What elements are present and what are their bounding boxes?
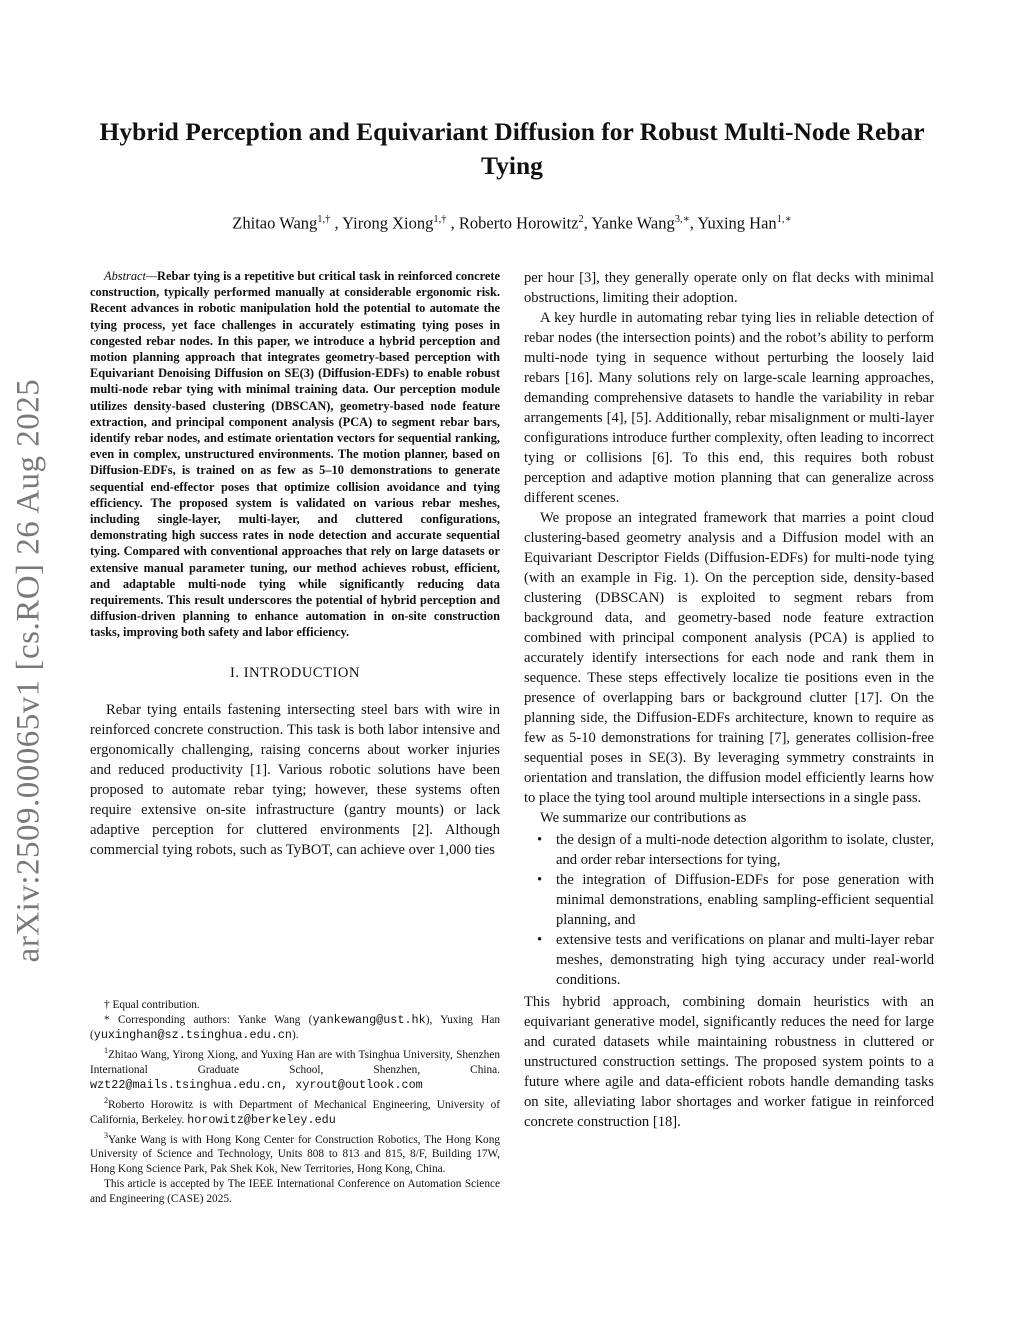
intro-paragraph-4: We summarize our contributions as — [540, 810, 747, 826]
paper-title: Hybrid Perception and Equivariant Diffusion for Robust Multi-Node Rebar Tying — [99, 117, 925, 180]
footnotes — [90, 998, 500, 1207]
footnote-affiliation-1 — [90, 1043, 500, 1093]
abstract-label: Abstract — [104, 269, 146, 283]
abstract — [90, 268, 500, 641]
author-name: Yuxing Han — [697, 213, 777, 233]
list-item: • extensive tests and verifications on planar and multi-layer rebar meshes, demonstrating high tying accuracy under real-world conditions. — [524, 930, 934, 990]
email-link[interactable]: horowitz@berkeley.edu — [187, 1112, 336, 1127]
footnote-symbol: * — [104, 1014, 110, 1026]
footnote-symbol: 1 — [104, 1046, 108, 1055]
list-item: • the integration of Diffusion-EDFs for pose generation with minimal demonstrations, enabling sampling-efficient sequential planning, and — [524, 870, 934, 930]
footnote-equal-contribution — [90, 998, 500, 1013]
author-name: Yirong Xiong — [342, 213, 434, 233]
footnote-symbol: 2 — [104, 1095, 108, 1105]
abstract-dash: — — [146, 269, 158, 283]
arxiv-identifier: arXiv:2509.00065v1 [cs.RO] 26 Aug 2025 — [10, 378, 47, 962]
author-name: Zhitao Wang — [232, 213, 318, 233]
footnote-acceptance: This article is accepted by The IEEE International Conference on Automation Science and Engineering (CASE) 2025. — [90, 1178, 500, 1206]
footnote-text: ), Yuxing Han ( — [90, 1014, 501, 1041]
footnote-text: Roberto Horowitz is with Department of Mechanical Engineering, University of California, Berkeley. — [90, 1098, 500, 1126]
footnote-symbol: † — [104, 999, 110, 1011]
footnote-text: Equal contribution. — [112, 999, 200, 1011]
contributions-list — [524, 830, 934, 990]
footnote-affiliation-3 — [90, 1128, 500, 1178]
intro-paragraph-1-continued: per hour [3], they generally operate only on flat decks with minimal obstructions, limiting their adoption. — [524, 270, 934, 306]
intro-paragraph-5: This hybrid approach, combining domain heuristics with an equivariant generative model, significantly reduces the need for large and curated datasets while maintaining robustness in cluttered or unstructured construction settings. The proposed system points to a future where agile and data-efficient robots handle demanding tasks on site, alleviating labor shortages and worker fatigue in reinforced concrete construction [18]. — [524, 994, 934, 1130]
email-link[interactable]: yankewang@ust.hk — [312, 1013, 426, 1027]
author-list: Zhitao Wang$^{1,\dagger}$ , Yirong Xiong$^{1,\dagger}$ , Roberto Horowitz$^2$, Yanke Wang$^{3,∗}$, Yuxing Han$^{1,∗}$ — [232, 213, 792, 233]
email-link[interactable]: wzt22@mails.tsinghua.edu.cn, xyrout@outlook.com — [90, 1077, 423, 1092]
footnote-affiliation-2 — [90, 1093, 500, 1128]
author-affiliation-mark: 1,∗ — [776, 214, 792, 225]
right-column — [524, 268, 934, 1132]
footnote-symbol: 3 — [104, 1130, 108, 1140]
author-name: Roberto Horowitz — [458, 213, 579, 233]
author-affiliation-mark: 3,∗ — [674, 214, 690, 225]
intro-paragraph-1: Rebar tying entails fastening intersecting steel bars with wire in reinforced concrete construction. This task is both labor intensive and ergonomically challenging, raising concerns about worker injuries and reduced productivity [1]. Various robotic solutions have been proposed to automate rebar tying; however, these systems often require extensive on-site infrastructure (gantry mounts) or lack adaptive perception for cluttered environments [2]. Although commercial tying robots, such as TyBOT, can achieve over 1,000 ties — [90, 701, 500, 858]
footnote-text: ). — [292, 1029, 299, 1041]
email-link[interactable]: yuxinghan@sz.tsinghua.edu.cn — [93, 1028, 292, 1042]
footnote-text: Zhitao Wang, Yirong Xiong, and Yuxing Han are with Tsinghua University, Shenzhen International Graduate School, Shenzhen, China. — [90, 1048, 500, 1076]
author-affiliation-mark: 1,† — [317, 214, 331, 225]
arxiv-sidebar — [4, 350, 54, 990]
intro-paragraph-3: We propose an integrated framework that marries a point cloud clustering-based geometry analysis and a Diffusion model with an Equivariant Descriptor Fields (Diffusion-EDFs) for multi-node tying (with an example in Fig. 1). On the perception side, density-based clustering (DBSCAN) is exploited to segment rebars from background data, and geometry-based node feature extraction combined with principal component analysis (PCA) is applied to accurately identify intersections for each node and rank them in sequence. These steps effectively localize tie positions even in the presence of overlapping bars or background clutter [17]. On the planning side, the Diffusion-EDFs architecture, known to require as few as 5-10 demonstrations for training [7], generates collision-free sequential poses in SE(3). By leveraging symmetry constraints in orientation and translation, the diffusion model efficiently learns how to place the tying tool around multiple intersections in a single pass. — [524, 510, 934, 806]
left-column — [90, 268, 500, 860]
author-name: Yanke Wang — [591, 213, 675, 233]
abstract-text: Rebar tying is a repetitive but critical task in reinforced concrete construction, typically performed manually at considerable ergonomic risk. Recent advances in robotic manipulation hold the potential to automate the tying process, yet face challenges in accurately estimating tying poses in congested rebar nodes. In this paper, we introduce a hybrid perception and motion planning approach that integrates geometry-based perception with Equivariant Denoising Diffusion on SE(3) (Diffusion-EDFs) to enable robust multi-node rebar tying with minimal training data. Our perception module utilizes density-based clustering (DBSCAN), geometry-based node feature extraction, and principal component analysis (PCA) to segment rebar bars, identify rebar nodes, and estimate orientation vectors for sequential ranking, even in complex, unstructured environments. The motion planner, based on Diffusion-EDFs, is trained on as few as 5–10 demonstrations to generate sequential end-effector poses that optimize collision avoidance and tying efficiency. The proposed system is validated on various rebar meshes, including single-layer, multi-layer, and cluttered configurations, demonstrating high success rates in node detection and accurate sequential tying. Compared with conventional approaches that rely on large datasets or extensive manual parameter tuning, our method achieves robust, efficient, and adaptable multi-node tying while significantly reducing data requirements. This result underscores the potential of hybrid perception and diffusion-driven planning to enhance automation in on-site construction tasks, improving both safety and labor efficiency. — [90, 269, 500, 640]
footnote-corresponding-authors — [90, 1013, 500, 1043]
section-heading-introduction: I. INTRODUCTION — [230, 664, 360, 681]
author-affiliation-mark: 2 — [578, 214, 584, 225]
footnote-text: Corresponding authors: Yanke Wang ( — [118, 1014, 313, 1026]
list-item: • the design of a multi-node detection algorithm to isolate, cluster, and order rebar intersections for tying, — [524, 830, 934, 870]
author-affiliation-mark: 1,† — [433, 214, 447, 225]
intro-paragraph-2: A key hurdle in automating rebar tying lies in reliable detection of rebar nodes (the intersection points) and the robot’s ability to perform multi-node tying in sequence without perturbing the loosely laid rebars [16]. Many solutions rely on large-scale learning approaches, demanding comprehensive datasets to handle the variability in rebar arrangements [4], [5]. Additionally, rebar misalignment or multi-layer configurations introduce further complexity, often leading to incorrect tying or collisions [6]. To this end, this requires both robust perception and adaptive motion planning that can generalize across different scenes. — [524, 310, 934, 506]
footnote-text: Yanke Wang is with Hong Kong Center for Construction Robotics, The Hong Kong University of Science and Technology, Units 808 to 813 and 815, 8/F, Building 17W, Hong Kong Science Park, Pak Shek Kok, New Territories, Hong Kong, China. — [90, 1133, 500, 1176]
